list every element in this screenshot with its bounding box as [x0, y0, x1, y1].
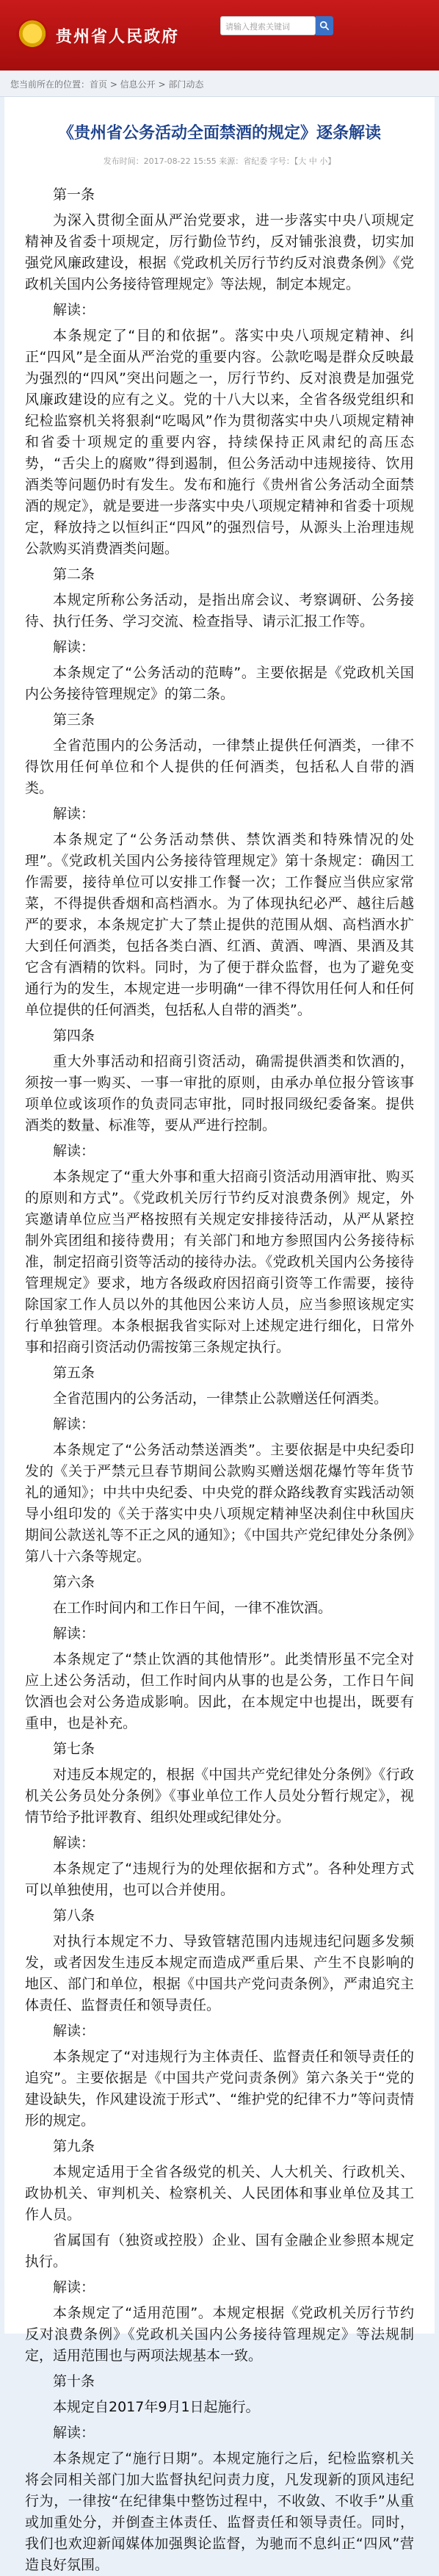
article-paragraph: 本规定所称公务活动，是指出席会议、考察调研、公务接待、执行任务、学习交流、检查指导、请示汇报工作等。	[25, 592, 414, 629]
article-paragraph: 重大外事活动和招商引资活动，确需提供酒类和饮酒的，须按一事一购买、一事一审批的原则，由承办单位报分管该事项单位或该项作的负责同志审批，同时报同级纪委备案。提供酒类的数量、标准等，要从严进行控制。	[25, 1053, 414, 1133]
search-input[interactable]: 请输入搜索关键词	[220, 16, 316, 35]
article-title: 《贵州省公务活动全面禁酒的规定》逐条解读	[57, 124, 381, 142]
article-paragraph: 解读：	[53, 1835, 95, 1851]
article-paragraph: 解读：	[53, 1143, 95, 1159]
article-paragraph: 对执行本规定不力、导致管辖范围内违规违纪问题多发频发，或者因发生违反本规定而造成严重后果、产生不良影响的地区、部门和单位，根据《中国共产党问责条例》，严肃追究主体责任、监督责任和领导责任。	[25, 1933, 414, 2013]
article-paragraph: 本规定自2017年9月1日起施行。	[53, 2399, 260, 2415]
article-paragraph: 省属国有（独资或控股）企业、国有金融企业参照本规定执行。	[25, 2232, 414, 2270]
article-paragraph: 解读：	[53, 1626, 95, 1642]
article-container	[4, 97, 435, 2573]
article-paragraph: 本条规定了“违规行为的处理依据和方式”。各种处理方式可以单独使用，也可以合并使用。	[25, 1861, 414, 1898]
article-section-heading: 第二条	[53, 566, 95, 582]
article-section-heading: 第一条	[53, 187, 95, 203]
article-paragraph: 解读：	[53, 639, 95, 655]
breadcrumb: 您当前所在的位置：首页 > 信息公开 > 部门动态	[0, 71, 439, 97]
national-emblem-icon	[16, 19, 48, 51]
article-paragraph: 解读：	[53, 302, 95, 318]
search-button[interactable]	[316, 16, 333, 35]
article-section-heading: 第三条	[53, 712, 95, 728]
article-body	[25, 184, 414, 2576]
site-title[interactable]: 贵州省人民政府	[56, 27, 180, 46]
article-paragraph: 本条规定了“重大外事和重大招商引资活动用酒审批、购买的原则和方式”。《党政机关厉行节约反对浪费条例》规定，外宾邀请单位应当严格按照有关规定安排接待活动，从严从紧控制外宾团组和接待费用；有关部门和地方参照国内公务接待标准，制定招商引资等活动的接待办法。《党政机关国内公务接待管理规定》要求，地方各级政府因招商引资等工作需要，接待除国家工作人员以外的其他因公来访人员，应当参照该规定实行单独管理。本条根据我省实际对上述规定进行细化，日常外事和招商引资活动仍需按第三条规定执行。	[25, 1169, 414, 1355]
article-paragraph: 本条规定了“公务活动禁送酒类”。主要依据是中央纪委印发的《关于严禁元旦春节期间公款购买赠送烟花爆竹等年货节礼的通知》；中共中央纪委、中央党的群众路线教育实践活动领导小组印发的《关于落实中央八项规定精神坚决刹住中秋国庆期间公款送礼等不正之风的通知》；《中国共产党纪律处分条例》第八十六条等规定。	[25, 1442, 414, 1565]
article-paragraph: 解读：	[53, 2425, 95, 2441]
article-paragraph: 本条规定了“公务活动禁供、禁饮酒类和特殊情况的处理”。《党政机关国内公务接待管理规定》第十条规定：确因工作需要，接待单位可以安排工作餐一次；工作餐应当供应家常菜，不得提供香烟和高档酒水。为了体现执纪必严、越往后越严的要求，本条规定扩大了禁止提供的范围从烟、高档酒水扩大到任何酒类，包括各类白酒、红酒、黄酒、啤酒、果酒及其它含有酒精的饮料。同时，为了便于群众监督，也为了避免变通行为的发生，本规定进一步明确“一律不得饮用任何人和任何单位提供的任何酒类，包括私人自带的酒类”。	[25, 831, 414, 1018]
article-paragraph: 本条规定了“适用范围”。本规定根据《党政机关厉行节约反对浪费条例》《党政机关国内公务接待管理规定》等法规制定，适用范围也与两项法规基本一致。	[25, 2305, 414, 2364]
article-paragraph: 为深入贯彻全面从严治党要求，进一步落实中央八项规定精神及省委十项规定，厉行勤俭节约，反对铺张浪费，切实加强党风廉政建设，根据《党政机关厉行节约反对浪费条例》《党政机关国内公务接待管理规定》等法规，制定本规定。	[25, 212, 414, 292]
article-section-heading: 第九条	[53, 2138, 95, 2154]
article-paragraph: 本条规定了“施行日期”。本规定施行之后，纪检监察机关将会同相关部门加大监督执纪问责力度，凡发现新的顶风违纪行为，一律按“在纪律集中整饬过程中，不收敛、不收手”从重或加重处分，并倒查主体责任、监督责任和领导责任。同时，我们也欢迎新闻媒体加强舆论监督，为驰而不息纠正“四风”营造良好氛围。	[25, 2450, 414, 2573]
article-paragraph: 解读：	[53, 1416, 95, 1432]
article-section-heading: 第四条	[53, 1028, 95, 1044]
article-paragraph: 解读：	[53, 806, 95, 822]
article-paragraph: 本条规定了“公务活动的范畴”。主要依据是《党政机关国内公务接待管理规定》的第二条。	[25, 665, 414, 702]
article-section-heading: 第七条	[53, 1741, 95, 1757]
article-paragraph: 解读：	[53, 2279, 95, 2295]
search-icon	[319, 21, 330, 31]
article-paragraph: 本条规定了“禁止饮酒的其他情形”。此类情形虽不完全对应上述公务活动，但工作时间内从事的也是公务，工作日午间饮酒也会对公务造成影响。因此，在本规定中也提出，既要有重申，也是补充。	[25, 1651, 414, 1731]
article-paragraph: 全省范围内的公务活动，一律禁止公款赠送任何酒类。	[53, 1390, 388, 1407]
article-paragraph: 全省范围内的公务活动，一律禁止提供任何酒类，一律不得饮用任何单位和个人提供的任何酒类，包括私人自带的酒类。	[25, 737, 414, 796]
article-paragraph: 解读：	[53, 2023, 95, 2039]
article-paragraph: 在工作时间内和工作日午间，一律不准饮酒。	[53, 1600, 333, 1616]
article-section-heading: 第五条	[53, 1365, 95, 1381]
article-section-heading: 第六条	[53, 1574, 95, 1590]
article-paragraph: 对违反本规定的，根据《中国共产党纪律处分条例》《行政机关公务员处分条例》《事业单位工作人员处分暂行规定》，视情节给予批评教育、组织处理或纪律处分。	[25, 1767, 414, 1825]
article-meta: 发布时间：2017-08-22 15:55 来源：省纪委 字号：【大 中 小】	[103, 156, 336, 166]
article-paragraph: 本规定适用于全省各级党的机关、人大机关、行政机关、政协机关、审判机关、检察机关、人民团体和事业单位及其工作人员。	[25, 2164, 414, 2223]
site-header	[0, 0, 439, 71]
article-section-heading: 第八条	[53, 1908, 95, 1924]
article-section-heading: 第十条	[53, 2373, 95, 2389]
article-paragraph: 本条规定了“目的和依据”。落实中央八项规定精神、纠正“四风”是全面从严治党的重要内容。公款吃喝是群众反映最为强烈的“四风”突出问题之一，厉行节约、反对浪费是加强党风廉政建设的应有之义。党的十八大以来，全省各级党组织和纪检监察机关将狠刹“吃喝风”作为贯彻落实中央八项规定精神和省委十项规定的重要内容，持续保持正风肃纪的高压态势，“舌尖上的腐败”得到遏制，但公务活动中违规接待、饮用酒类等问题仍时有发生。发布和施行《贵州省公务活动全面禁酒的规定》，就是要进一步落实中央八项规定精神和省委十项规定，释放持之以恒纠正“四风”的强烈信号，从源头上治理违规公款购买消费酒类问题。	[25, 328, 414, 557]
article-paragraph: 本条规定了“对违规行为主体责任、监督责任和领导责任的追究”。主要依据是《中国共产党问责条例》第六条关于“党的建设缺失，作风建设流于形式”、“维护党的纪律不力”等问责情形的规定。	[25, 2049, 414, 2129]
